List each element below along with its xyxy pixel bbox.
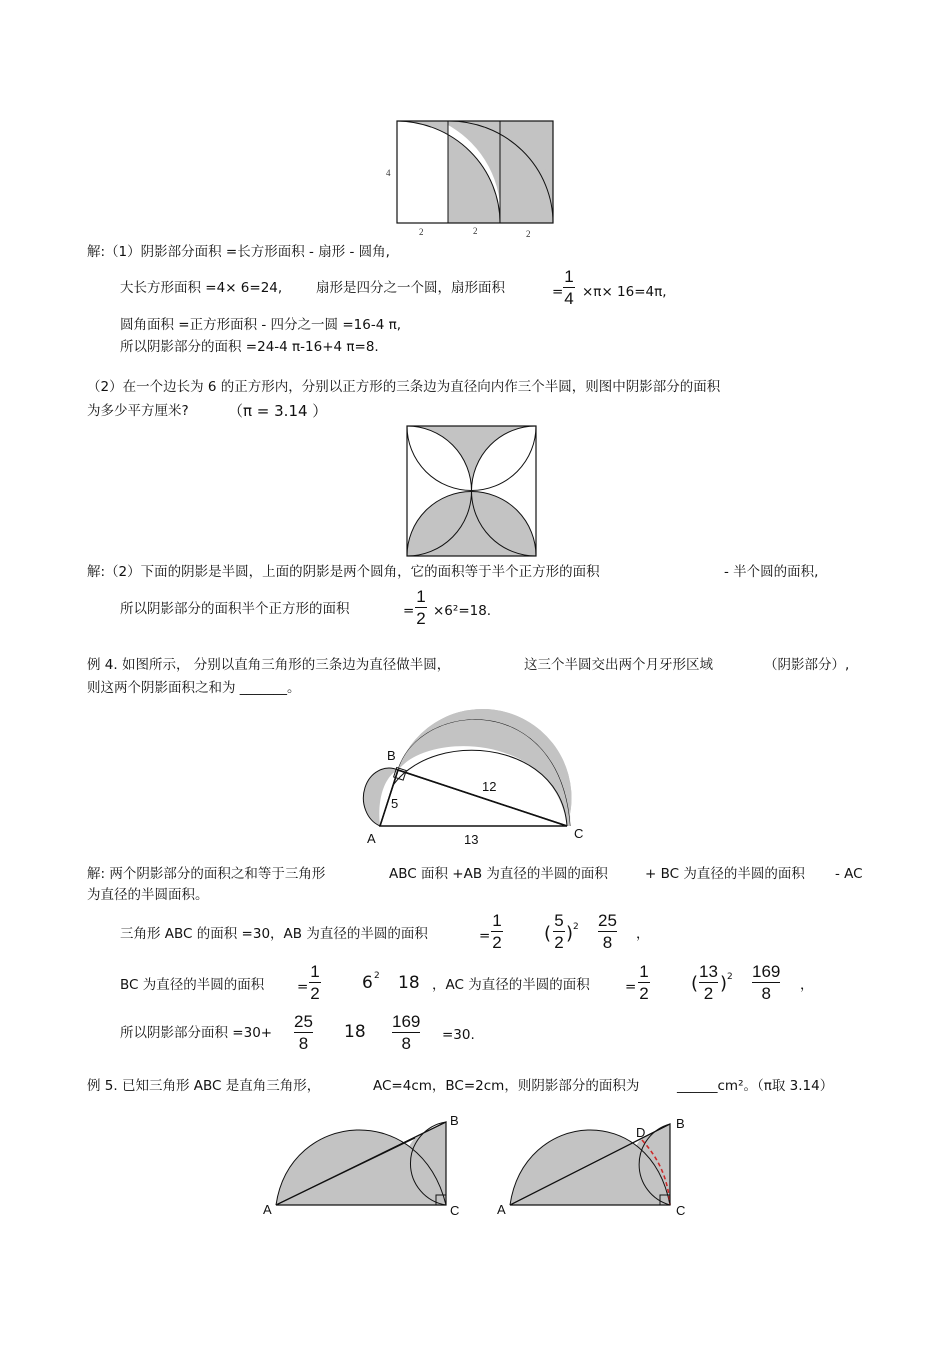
prob2-line1: （2）在一个边长为 6 的正方形内，分别以正方形的三条边为直径向内作三个半圆，则图中阴影部分的面积 <box>87 379 721 395</box>
sol4-r2-frac1: 1 2 <box>310 962 320 1003</box>
sol4-r2-frac4: 169 8 <box>752 962 781 1003</box>
sol4-r3-end: =30. <box>442 1027 475 1043</box>
label-width-3: 2 <box>526 229 531 239</box>
sol4-line1a: 解: 两个阴影部分的面积之和等于三角形 <box>87 866 326 882</box>
label-ac: 13 <box>464 832 479 847</box>
paren-close: ) <box>566 923 574 944</box>
label-c-left: C <box>450 1203 460 1218</box>
sol4-r2-comma: ， <box>800 977 814 993</box>
sol4-r2-eq: = <box>297 979 309 995</box>
sol4-line1b: ABC 面积 +AB 为直径的半圆的面积 <box>389 866 608 882</box>
sol4-r2-eq2: = <box>625 979 637 995</box>
sol4-r1-comma: ， <box>636 926 650 942</box>
label-a: A <box>367 831 376 846</box>
sol4-line1d: - AC <box>835 866 863 882</box>
label-height: 4 <box>386 168 391 178</box>
sol4-r2-v1: 6 <box>362 973 373 993</box>
sol4-r1-frac3: 25 8 <box>598 911 617 952</box>
label-width-1: 2 <box>419 227 424 237</box>
label-c: C <box>574 826 584 841</box>
sol1-line2a: 大长方形面积 =4× 6=24, <box>120 280 283 296</box>
sol4-r2-sq: 2 <box>374 971 380 981</box>
label-ab: 5 <box>391 796 399 811</box>
ex4-line1b: 这三个半圆交出两个月牙形区域 <box>524 657 713 673</box>
sol4-line1c: + BC 为直径的半圆的面积 <box>645 866 805 882</box>
prob2-line2b: （π = 3.14 ） <box>228 402 328 420</box>
sol4-r3-text: 所以阴影部分面积 =30+ <box>120 1025 273 1041</box>
ex5-line1a: 例 5. 已知三角形 ABC 是直角三角形， <box>87 1078 321 1094</box>
sol2-eq: = <box>403 603 415 619</box>
figure-square-semicircles <box>400 420 545 560</box>
sol4-r3-frac2: 169 8 <box>392 1012 421 1053</box>
sol4-r2-text: BC 为直径的半圆的面积 <box>120 977 265 993</box>
sol1-line1: 解:（1）阴影部分面积 =长方形面积 - 扇形 - 圆角, <box>87 244 390 260</box>
sol4-r2-frac2: 1 2 <box>639 962 649 1003</box>
sol4-r1-sq: 2 <box>573 922 579 932</box>
ex5-line1b: AC=4cm，BC=2cm，则阴影部分的面积为 <box>373 1078 640 1094</box>
sol1-line3: 圆角面积 =正方形面积 - 四分之一圆 =16-4 π, <box>120 317 402 333</box>
label-b-right: B <box>676 1116 685 1131</box>
figure-lunes <box>350 700 600 850</box>
label-a-right: A <box>497 1202 506 1217</box>
paren-open: ( <box>544 923 552 944</box>
sol4-r1-frac2: 5 2 <box>554 911 564 952</box>
sol1-eq: = <box>552 284 564 300</box>
figure-rectangle-sectors <box>380 115 570 245</box>
sol4-r1-text: 三角形 ABC 的面积 =30，AB 为直径的半圆的面积 <box>120 926 428 942</box>
sol2-line2a: 所以阴影部分的面积半个正方形的面积 <box>120 601 350 617</box>
prob2-line2a: 为多少平方厘米? <box>87 403 189 419</box>
triangle-abc <box>380 770 567 826</box>
sol1-line2b: 扇形是四分之一个圆，扇形面积 <box>316 280 505 296</box>
ex4-line1a: 例 4. 如图所示， 分别以直角三角形的三条边为直径做半圆， <box>87 657 451 673</box>
paren-open-2: ( <box>691 973 699 994</box>
sol4-r1-frac1: 1 2 <box>492 911 502 952</box>
ex4-line2: 则这两个阴影面积之和为 _______。 <box>87 680 301 696</box>
label-d-right: D <box>636 1125 646 1140</box>
frac-denominator: 4 <box>564 289 574 308</box>
sol2-line1a: 解:（2）下面的阴影是半圆，上面的阴影是两个圆角，它的面积等于半个正方形的面积 <box>87 564 600 580</box>
sol4-r1-eq: = <box>479 928 491 944</box>
ex5-line1c: ______cm²。（π取 3.14） <box>677 1078 834 1094</box>
sol1-line4: 所以阴影部分的面积 =24-4 π-16+4 π=8. <box>120 339 379 355</box>
sol1-line2c: ×π× 16=4π, <box>582 284 667 300</box>
sol4-r2-v2: 18 <box>398 973 420 993</box>
figure-ex5-right <box>495 1110 705 1220</box>
sol2-fraction: 1 2 <box>416 587 426 628</box>
sol4-r2-frac3: 13 2 <box>699 962 718 1003</box>
sol4-r3-frac1: 25 8 <box>294 1012 313 1053</box>
label-b-left: B <box>450 1113 459 1128</box>
figure-ex5-left <box>260 1110 470 1220</box>
sol2-eq-post: ×6²=18. <box>433 603 492 619</box>
label-c-right: C <box>676 1203 686 1218</box>
sol1-fraction <box>563 267 575 308</box>
paren-close-2: ) <box>720 973 728 994</box>
sol4-r3-v: 18 <box>344 1022 366 1042</box>
sol2-line1b: - 半个圆的面积, <box>724 564 819 580</box>
label-width-2: 2 <box>473 226 478 236</box>
sol4-line2: 为直径的半圆面积。 <box>87 887 209 903</box>
label-b: B <box>387 748 396 763</box>
label-a-left: A <box>263 1202 272 1217</box>
ex4-line1c: （阴影部分）, <box>764 657 850 673</box>
sol4-r2-text2: ，AC 为直径的半圆的面积 <box>432 977 590 993</box>
label-bc: 12 <box>482 779 497 794</box>
frac-numerator: 1 <box>564 267 574 286</box>
sol4-r2-sq2: 2 <box>727 972 733 982</box>
